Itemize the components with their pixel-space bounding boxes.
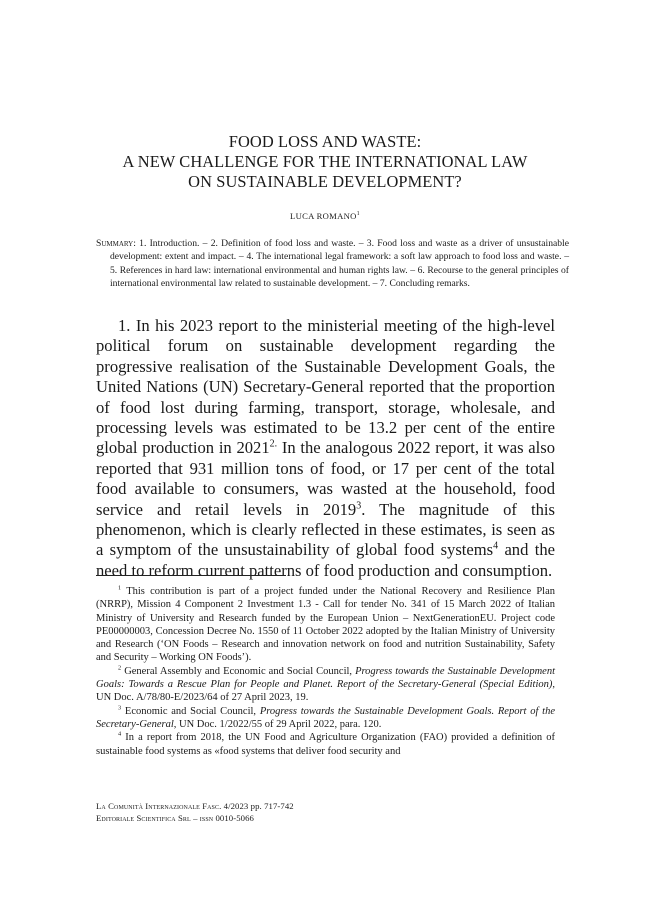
- footnote-ref-4[interactable]: 4: [493, 540, 499, 552]
- footer-issn: 0010-5066: [213, 813, 255, 823]
- footnote-1-text: This contribution is part of a project funded under the National Recovery and Resilience Plan (NRRP), Mission 4 Component 2 Investment 1.3 - Call for tender No. 341 of 15 March 2022 of Italian Ministry of University and Research funded by the European Union – NextGenerationEU. Project code PE00000003, Concession Decree No. 1550 of 11 October 2022 adopted by the Italian Ministry of University and Research (‘ON Foods – Research and innovation network on food and nutrition Sustainability, Safety and Security – Working ON Foods’).: [96, 586, 555, 664]
- article-title: [60, 132, 590, 192]
- body-text-c: . The magnitude of this phenomenon, which is clearly reflected in these estimates, is seen as a symptom of the unsustainability of global food systems: [96, 499, 555, 560]
- footnote-ref-3[interactable]: 3: [356, 500, 362, 512]
- footer-publisher-line: [96, 812, 294, 824]
- summary-text: 1. Introduction. – 2. Definition of food loss and waste. – 3. Food loss and waste as a driver of unsustainable development: extent and impact. – 4. The international legal framework: a soft law approach to food loss and waste. – 5. References in hard law: international environmental and human rights law. – 6. Recourse to the general principles of international environmental law related to sustainable development. – 7. Concluding remarks.: [110, 238, 569, 289]
- footnote-4: [96, 731, 555, 758]
- footnote-1-mark: 1: [118, 584, 122, 592]
- footnote-2-mark: 2: [118, 664, 122, 672]
- body-text-d: and the need to reform current patterns of food production and consumption.: [96, 540, 555, 580]
- footnotes: [96, 585, 555, 758]
- footnote-divider: [96, 575, 286, 576]
- title-line-2: A NEW CHALLENGE FOR THE INTERNATIONAL LAW: [122, 152, 528, 171]
- footnote-2-title: Progress towards the Sustainable Development Goals: Towards a Rescue Plan for People and Planet. Report of the Secretary-General (Special Edition): [96, 665, 555, 691]
- footnote-4-text: In a report from 2018, the UN Food and Agriculture Organization (FAO) provided a definition of sustainable food systems as «food systems that deliver food security and: [96, 732, 555, 757]
- footnote-2-text-b: , UN Doc. A/78/80-E/2023/64 of 27 April 2023, 19.: [96, 679, 555, 704]
- footnote-3-text-a: Economic and Social Council,: [124, 705, 260, 717]
- summary-block: Summary: 1. Introduction. – 2. Definition of food loss and waste. – 3. Food loss and waste as a driver of unsustainable development: extent and impact. – 4. The international legal framework: a soft law approach to food loss and waste. – 5. References in hard law: international environmental and human rights law. – 6. Recourse to the general principles of international environmental law related to sustainable development. – 7. Concluding remarks.: [96, 238, 569, 289]
- author-line: [60, 211, 590, 221]
- footnote-2: [96, 665, 555, 705]
- footnote-2-text-a: General Assembly and Economic and Social Council,: [124, 665, 356, 677]
- body-text-a: 1. In his 2023 report to the ministerial meeting of the high-level political forum on sustainable development regarding the progressive realisation of the Sustainable Development Goals, the United Nations (UN) Secretary-General reported that the proportion of food lost during farming, transport, storage, wholesale, and processing levels was estimated to be 13.2 per cent of the entire global production in 2021: [96, 316, 555, 458]
- body-paragraph-1: [96, 316, 555, 581]
- title-line-3: ON SUSTAINABLE DEVELOPMENT?: [188, 172, 462, 191]
- footnote-3-mark: 3: [118, 704, 122, 712]
- body-text-b: In the analogous 2022 report, it was also reported that 931 million tons of food, or 17 per cent of the total food available to consumers, was wasted at the household, food service and retail levels in 2019: [96, 438, 555, 519]
- footnote-4-mark: 4: [118, 730, 122, 738]
- summary-label: Summary: [96, 238, 134, 249]
- footer-publisher: Editoriale Scientifica Srl – issn: [96, 813, 214, 823]
- footnote-3-title: Progress towards the Sustainable Development Goals. Report of the Secretary-General: [96, 705, 555, 730]
- footnote-3-text-b: , UN Doc. 1/2022/55 of 29 April 2022, para. 120.: [173, 718, 382, 730]
- author-name: LUCA ROMANO: [290, 211, 357, 221]
- footnote-3: [96, 705, 555, 732]
- footer-journal: La Comunità Internazionale Fasc.: [96, 801, 222, 811]
- author-footnote-mark[interactable]: 1: [356, 211, 360, 218]
- title-line-1: FOOD LOSS AND WASTE:: [228, 132, 422, 151]
- footer-journal-line: [96, 800, 294, 812]
- footer-issue: 4/2023 pp. 717-742: [221, 801, 294, 811]
- footnote-ref-2[interactable]: 2.: [269, 438, 278, 450]
- page-footer: [96, 800, 294, 824]
- footnote-1: [96, 585, 555, 665]
